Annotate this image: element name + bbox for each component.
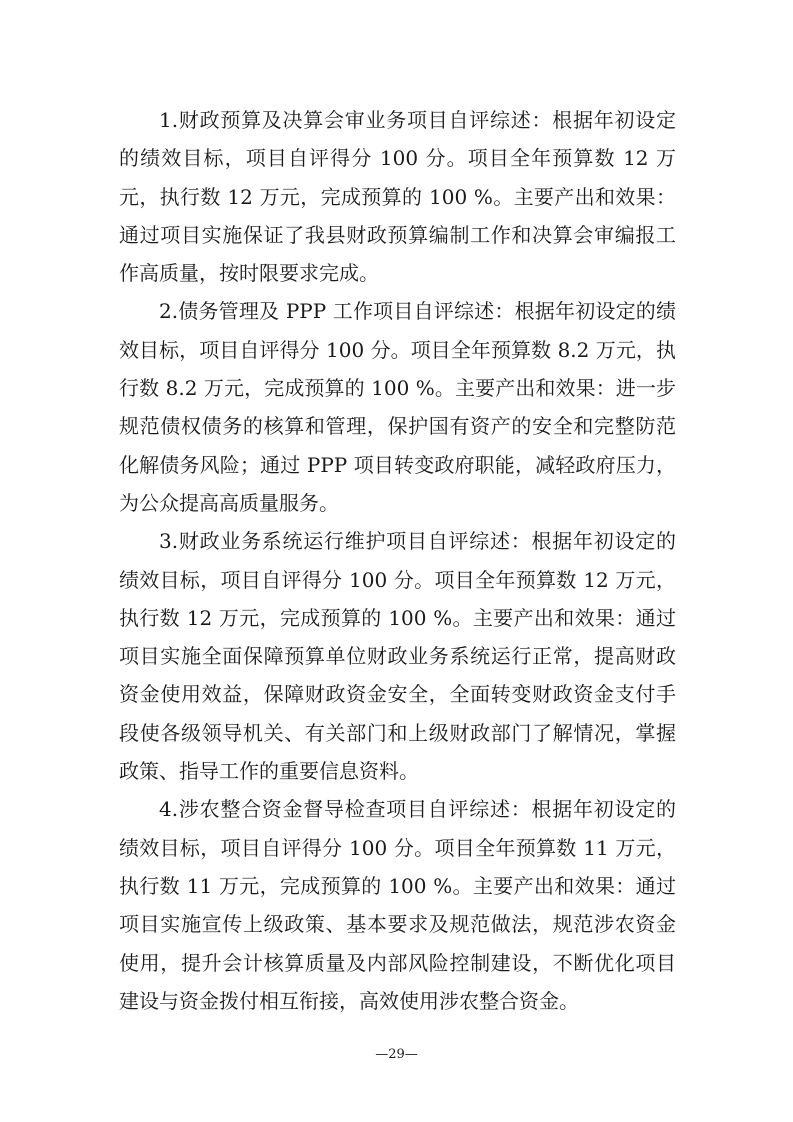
document-body (119, 101, 676, 1020)
paragraph-agri-funds: 4.涉农整合资金督导检查项目自评综述：根据年初设定的绩效目标，项目自评得分 100 分。项目全年预算数 11 万元，执行数 11 万元，完成预算的 100 %。主要产出和效果：通过项目实施宣传上级政策、基本要求及规范做法，规范涉农资金使用，提升会计核算质量及内部风险控制建设，不断优化项目建设与资金拨付相互衔接，高效使用涉农整合资金。 (119, 797, 676, 1013)
paragraph-system-maintenance: 3.财政业务系统运行维护项目自评综述：根据年初设定的绩效目标，项目自评得分 100 分。项目全年预算数 12 万元，执行数 12 万元，完成预算的 100 %。主要产出和效果：通过项目实施全面保障预算单位财政业务系统运行正常，提高财政资金使用效益，保障财政资金安全，全面转变财政资金支付手段使各级领导机关、有关部门和上级财政部门了解情况，掌握政策、指导工作的重要信息资料。 (119, 529, 676, 784)
paragraph-budget-review: 1.财政预算及决算会审业务项目自评综述：根据年初设定的绩效目标，项目自评得分 100 分。项目全年预算数 12 万元，执行数 12 万元，完成预算的 100 %。主要产出和效果：通过项目实施保证了我县财政预算编制工作和决算会审编报工作高质量，按时限要求完成。 (119, 108, 676, 286)
paragraph-debt-ppp: 2.债务管理及 PPP 工作项目自评综述：根据年初设定的绩效目标，项目自评得分 100 分。项目全年预算数 8.2 万元，执行数 8.2 万元，完成预算的 100 %。主要产出和效果：进一步规范债权债务的核算和管理，保护国有资产的安全和完整防范化解债务风险；通过 PPP 项目转变政府职能，减轻政府压力，为公众提高高质量服务。 (119, 299, 676, 515)
page-number: —29— (375, 1047, 418, 1062)
